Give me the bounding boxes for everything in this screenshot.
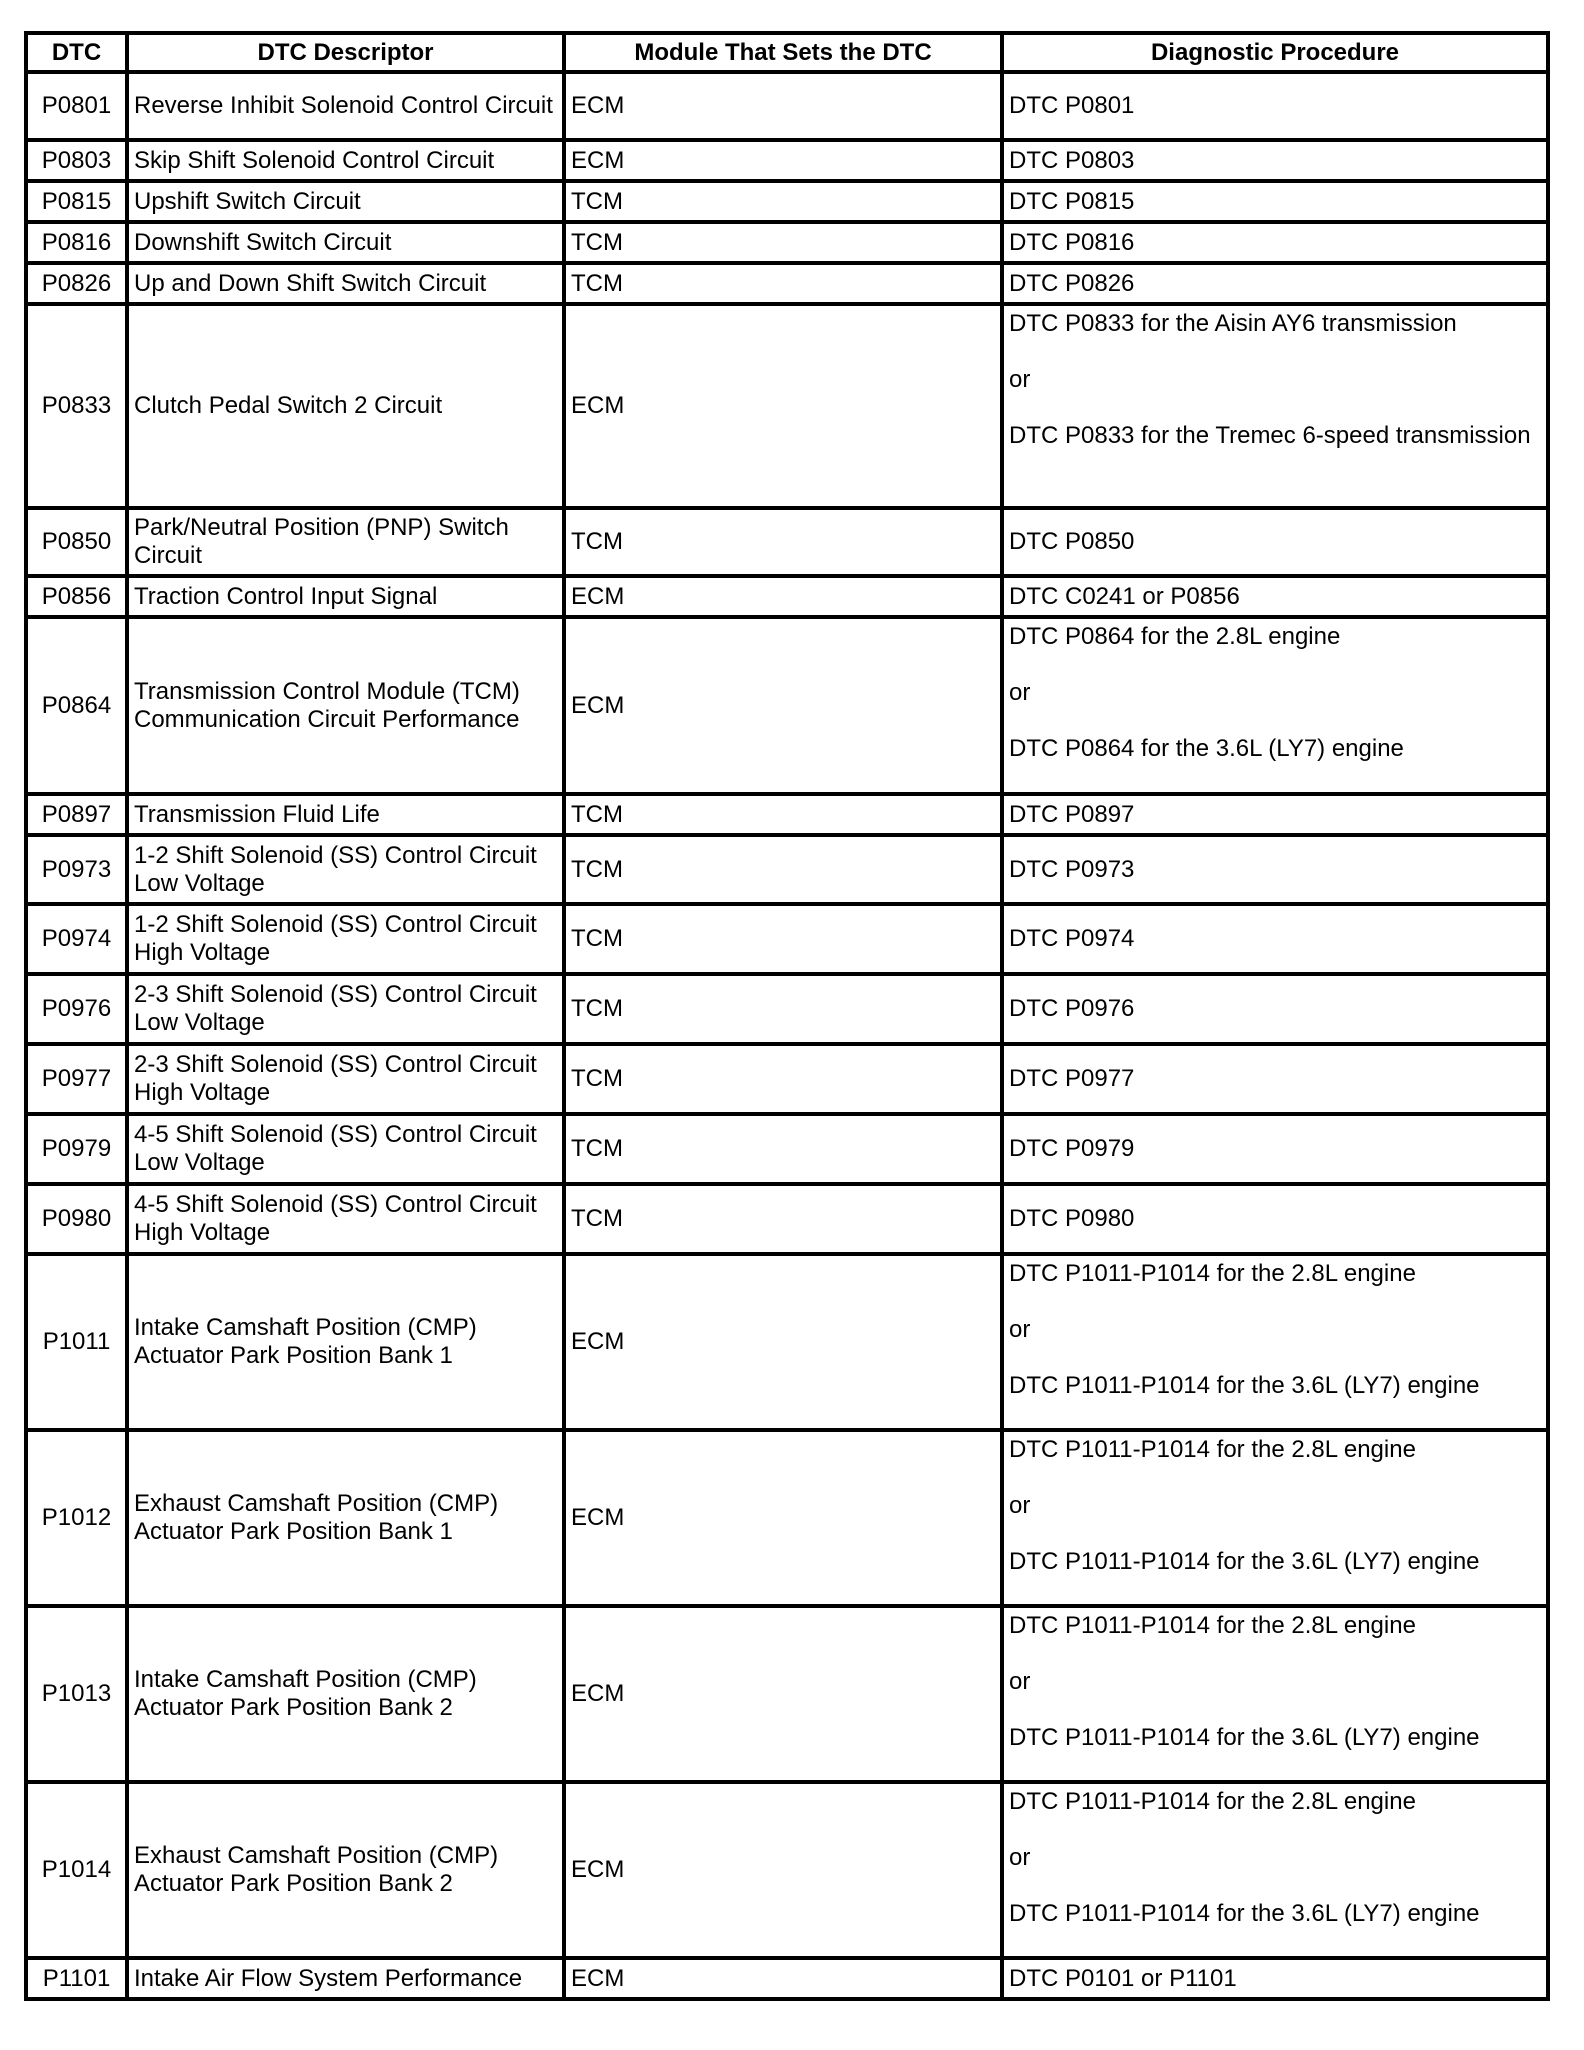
dtc-code: P1013 bbox=[26, 1606, 127, 1782]
dtc-module: ECM bbox=[564, 617, 1002, 794]
dtc-code: P0801 bbox=[26, 72, 127, 140]
dtc-module: ECM bbox=[564, 1430, 1002, 1606]
dtc-descriptor: 4-5 Shift Solenoid (SS) Control Circuit High Voltage bbox=[127, 1184, 564, 1254]
dtc-descriptor: 1-2 Shift Solenoid (SS) Control Circuit Low Voltage bbox=[127, 835, 564, 904]
diagnostic-procedure: DTC P0826 bbox=[1002, 263, 1548, 304]
dtc-descriptor: Intake Camshaft Position (CMP) Actuator Park Position Bank 1 bbox=[127, 1254, 564, 1430]
diagnostic-procedure: DTC P0977 bbox=[1002, 1044, 1548, 1114]
diagnostic-procedure: DTC P1011-P1014 for the 2.8L engine or DTC P1011-P1014 for the 3.6L (LY7) engine bbox=[1002, 1430, 1548, 1606]
table-row bbox=[26, 508, 1548, 576]
dtc-descriptor: 1-2 Shift Solenoid (SS) Control Circuit High Voltage bbox=[127, 904, 564, 974]
header-procedure: Diagnostic Procedure bbox=[1002, 33, 1548, 72]
dtc-code: P0815 bbox=[26, 181, 127, 222]
dtc-descriptor: Downshift Switch Circuit bbox=[127, 222, 564, 263]
dtc-code: P0973 bbox=[26, 835, 127, 904]
table-row bbox=[26, 263, 1548, 304]
diagnostic-procedure: DTC P0833 for the Aisin AY6 transmission or DTC P0833 for the Tremec 6-speed transmission bbox=[1002, 304, 1548, 508]
table-row bbox=[26, 222, 1548, 263]
diagnostic-procedure: DTC P0976 bbox=[1002, 974, 1548, 1044]
dtc-code: P0833 bbox=[26, 304, 127, 508]
dtc-code: P1012 bbox=[26, 1430, 127, 1606]
dtc-module: TCM bbox=[564, 1184, 1002, 1254]
diagnostic-procedure: DTC P0979 bbox=[1002, 1114, 1548, 1184]
dtc-descriptor: Transmission Control Module (TCM) Communication Circuit Performance bbox=[127, 617, 564, 794]
table-row bbox=[26, 1184, 1548, 1254]
dtc-module: ECM bbox=[564, 576, 1002, 617]
dtc-table bbox=[24, 31, 1550, 2001]
dtc-descriptor: Intake Air Flow System Performance bbox=[127, 1958, 564, 1999]
dtc-descriptor: Skip Shift Solenoid Control Circuit bbox=[127, 140, 564, 181]
table-row bbox=[26, 974, 1548, 1044]
dtc-module: ECM bbox=[564, 1606, 1002, 1782]
table-row bbox=[26, 1430, 1548, 1606]
dtc-descriptor: Upshift Switch Circuit bbox=[127, 181, 564, 222]
dtc-descriptor: Traction Control Input Signal bbox=[127, 576, 564, 617]
table-row bbox=[26, 1044, 1548, 1114]
diagnostic-procedure: DTC P1011-P1014 for the 2.8L engine or DTC P1011-P1014 for the 3.6L (LY7) engine bbox=[1002, 1254, 1548, 1430]
dtc-code: P0979 bbox=[26, 1114, 127, 1184]
dtc-module: TCM bbox=[564, 835, 1002, 904]
dtc-module: ECM bbox=[564, 72, 1002, 140]
dtc-module: TCM bbox=[564, 263, 1002, 304]
diagnostic-procedure: DTC C0241 or P0856 bbox=[1002, 576, 1548, 617]
header-dtc: DTC bbox=[26, 33, 127, 72]
dtc-code: P0897 bbox=[26, 794, 127, 835]
table-row bbox=[26, 72, 1548, 140]
dtc-descriptor: Clutch Pedal Switch 2 Circuit bbox=[127, 304, 564, 508]
dtc-module: ECM bbox=[564, 140, 1002, 181]
diagnostic-procedure: DTC P1011-P1014 for the 2.8L engine or DTC P1011-P1014 for the 3.6L (LY7) engine bbox=[1002, 1782, 1548, 1958]
dtc-module: TCM bbox=[564, 974, 1002, 1044]
table-row bbox=[26, 1114, 1548, 1184]
dtc-module: ECM bbox=[564, 1958, 1002, 1999]
dtc-code: P0856 bbox=[26, 576, 127, 617]
dtc-module: ECM bbox=[564, 1782, 1002, 1958]
dtc-code: P1101 bbox=[26, 1958, 127, 1999]
dtc-code: P1011 bbox=[26, 1254, 127, 1430]
table-row bbox=[26, 904, 1548, 974]
diagnostic-procedure: DTC P0973 bbox=[1002, 835, 1548, 904]
dtc-module: ECM bbox=[564, 1254, 1002, 1430]
dtc-module: TCM bbox=[564, 508, 1002, 576]
dtc-module: TCM bbox=[564, 181, 1002, 222]
dtc-descriptor: Up and Down Shift Switch Circuit bbox=[127, 263, 564, 304]
diagnostic-procedure: DTC P0101 or P1101 bbox=[1002, 1958, 1548, 1999]
table-row bbox=[26, 1782, 1548, 1958]
diagnostic-procedure: DTC P1011-P1014 for the 2.8L engine or DTC P1011-P1014 for the 3.6L (LY7) engine bbox=[1002, 1606, 1548, 1782]
diagnostic-procedure: DTC P0815 bbox=[1002, 181, 1548, 222]
dtc-descriptor: 2-3 Shift Solenoid (SS) Control Circuit Low Voltage bbox=[127, 974, 564, 1044]
diagnostic-procedure: DTC P0801 bbox=[1002, 72, 1548, 140]
table-row bbox=[26, 794, 1548, 835]
diagnostic-procedure: DTC P0850 bbox=[1002, 508, 1548, 576]
diagnostic-procedure: DTC P0803 bbox=[1002, 140, 1548, 181]
diagnostic-procedure: DTC P0816 bbox=[1002, 222, 1548, 263]
dtc-descriptor: 4-5 Shift Solenoid (SS) Control Circuit Low Voltage bbox=[127, 1114, 564, 1184]
table-row bbox=[26, 617, 1548, 794]
dtc-module: TCM bbox=[564, 1044, 1002, 1114]
dtc-module: ECM bbox=[564, 304, 1002, 508]
dtc-descriptor: 2-3 Shift Solenoid (SS) Control Circuit High Voltage bbox=[127, 1044, 564, 1114]
dtc-descriptor: Intake Camshaft Position (CMP) Actuator Park Position Bank 2 bbox=[127, 1606, 564, 1782]
diagnostic-procedure: DTC P0980 bbox=[1002, 1184, 1548, 1254]
table-row bbox=[26, 1254, 1548, 1430]
dtc-code: P0977 bbox=[26, 1044, 127, 1114]
dtc-descriptor: Transmission Fluid Life bbox=[127, 794, 564, 835]
table-row bbox=[26, 1606, 1548, 1782]
table-row bbox=[26, 835, 1548, 904]
diagnostic-procedure: DTC P0974 bbox=[1002, 904, 1548, 974]
dtc-code: P0816 bbox=[26, 222, 127, 263]
table-header-row bbox=[26, 33, 1548, 72]
diagnostic-procedure: DTC P0864 for the 2.8L engine or DTC P0864 for the 3.6L (LY7) engine bbox=[1002, 617, 1548, 794]
table-row bbox=[26, 181, 1548, 222]
dtc-module: TCM bbox=[564, 794, 1002, 835]
dtc-descriptor: Park/Neutral Position (PNP) Switch Circuit bbox=[127, 508, 564, 576]
dtc-module: TCM bbox=[564, 1114, 1002, 1184]
dtc-code: P0976 bbox=[26, 974, 127, 1044]
table-row bbox=[26, 140, 1548, 181]
dtc-code: P0850 bbox=[26, 508, 127, 576]
dtc-descriptor: Exhaust Camshaft Position (CMP) Actuator Park Position Bank 2 bbox=[127, 1782, 564, 1958]
dtc-code: P0980 bbox=[26, 1184, 127, 1254]
header-descriptor: DTC Descriptor bbox=[127, 33, 564, 72]
dtc-code: P1014 bbox=[26, 1782, 127, 1958]
table-row bbox=[26, 1958, 1548, 1999]
dtc-descriptor: Reverse Inhibit Solenoid Control Circuit bbox=[127, 72, 564, 140]
dtc-module: TCM bbox=[564, 904, 1002, 974]
dtc-code: P0826 bbox=[26, 263, 127, 304]
header-module: Module That Sets the DTC bbox=[564, 33, 1002, 72]
dtc-code: P0803 bbox=[26, 140, 127, 181]
table-row bbox=[26, 304, 1548, 508]
table-row bbox=[26, 576, 1548, 617]
dtc-descriptor: Exhaust Camshaft Position (CMP) Actuator Park Position Bank 1 bbox=[127, 1430, 564, 1606]
diagnostic-procedure: DTC P0897 bbox=[1002, 794, 1548, 835]
dtc-code: P0974 bbox=[26, 904, 127, 974]
dtc-code: P0864 bbox=[26, 617, 127, 794]
dtc-module: TCM bbox=[564, 222, 1002, 263]
